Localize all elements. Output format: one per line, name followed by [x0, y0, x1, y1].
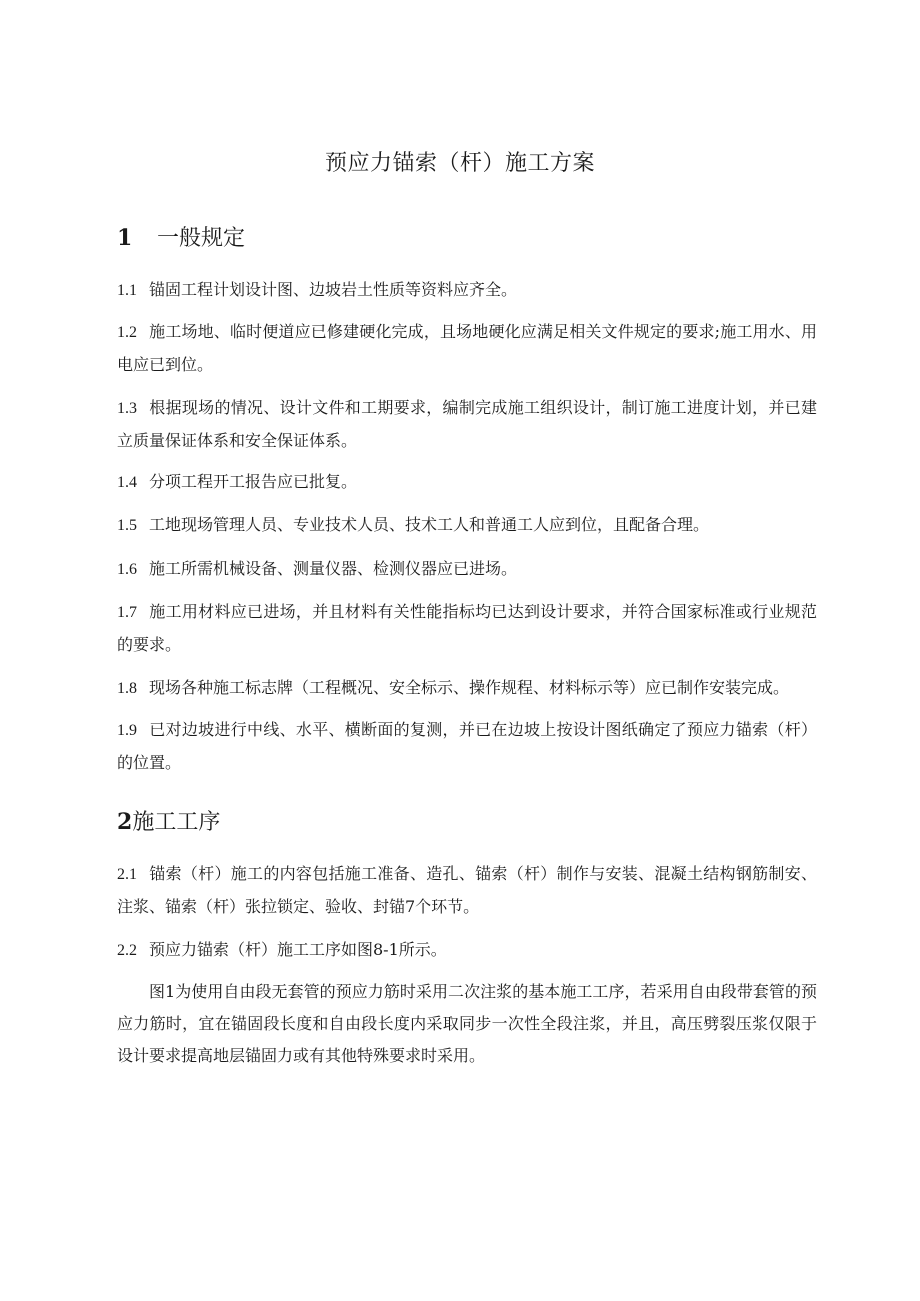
paragraph-text: 锚固工程计划设计图、边坡岩土性质等资料应齐全。 — [149, 280, 518, 299]
paragraph-2-2 — [117, 934, 817, 967]
section-heading-text: 施工工序 — [132, 810, 221, 835]
paragraph-text: 根据现场的情况、设计文件和工期要求，编制完成施工组织设计，制订施工进度计划，并已建立质量保证体系和安全保证体系。 — [117, 398, 817, 450]
paragraph-1-9 — [117, 714, 817, 779]
paragraph-1-3 — [117, 392, 817, 457]
paragraph-text: 预应力锚索（杆）施工工序如图8-1所示。 — [149, 940, 447, 959]
paragraph-number: 1.6 — [117, 561, 137, 578]
paragraph-text: 施工场地、临时便道应已修建硬化完成，且场地硬化应满足相关文件规定的要求;施工用水、用电应已到位。 — [117, 322, 817, 374]
paragraph-1-7 — [117, 596, 817, 661]
paragraph-1-8 — [117, 672, 817, 705]
paragraph-number: 1.2 — [117, 324, 137, 341]
document-title: 预应力锚索（杆）施工方案 — [324, 151, 595, 176]
paragraph-text: 施工所需机械设备、测量仪器、检测仪器应已进场。 — [149, 559, 518, 578]
paragraph-text: 已对边坡进行中线、水平、横断面的复测，并已在边坡上按设计图纸确定了预应力锚索（杆）的位置。 — [117, 720, 817, 772]
paragraph-number: 1.1 — [117, 282, 137, 299]
paragraph-number: 1.5 — [117, 517, 137, 534]
section-number: 1 — [117, 225, 133, 251]
paragraph-number: 1.8 — [117, 680, 137, 697]
paragraph-1-4 — [117, 466, 817, 499]
section-heading-2 — [117, 806, 220, 839]
paragraph-text: 现场各种施工标志牌（工程概况、安全标示、操作规程、材料标示等）应已制作安装完成。 — [149, 678, 790, 697]
paragraph-text: 施工用材料应已进场，并且材料有关性能指标均已达到设计要求，并符合国家标准或行业规范的要求。 — [117, 602, 817, 654]
paragraph-1-2 — [117, 316, 817, 381]
paragraph-number: 2.1 — [117, 866, 137, 883]
paragraph-text: 锚索（杆）施工的内容包括施工准备、造孔、锚索（杆）制作与安装、混凝土结构钢筋制安、注浆、锚索（杆）张拉锁定、验收、封锚7个环节。 — [117, 864, 817, 916]
section-heading-text: 一般规定 — [157, 226, 246, 251]
paragraph-number: 1.4 — [117, 474, 137, 491]
paragraph-number: 1.9 — [117, 722, 137, 739]
section-number: 2 — [117, 809, 133, 835]
paragraph-text: 分项工程开工报告应已批复。 — [149, 472, 358, 491]
paragraph-1-6 — [117, 553, 817, 586]
paragraph-number: 1.7 — [117, 604, 137, 621]
paragraph-number: 1.3 — [117, 400, 137, 417]
paragraph-text: 工地现场管理人员、专业技术人员、技术工人和普通工人应到位，且配备合理。 — [149, 515, 710, 534]
paragraph-1-5 — [117, 509, 817, 542]
paragraph-2-1 — [117, 858, 817, 923]
section-heading-1 — [117, 222, 245, 255]
paragraph-1-1 — [117, 274, 817, 307]
paragraph-number: 2.2 — [117, 942, 137, 959]
body-paragraph: 图1为使用自由段无套管的预应力筋时采用二次注浆的基本施工工序，若采用自由段带套管的预应力筋时，宜在锚固段长度和自由段长度内采取同步一次性全段注浆，并且，高压劈裂压浆仅限于设计要求提高地层锚固力或有其他特殊要求时采用。 — [117, 982, 817, 1065]
